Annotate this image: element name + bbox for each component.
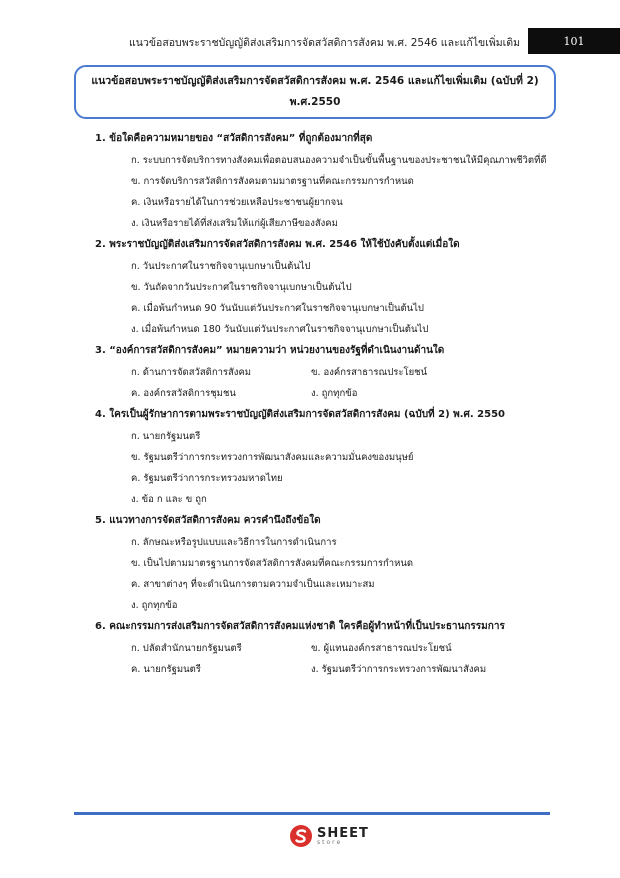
question-title: 3. “องค์การสวัสดิการสังคม” หมายความว่า หน่วยงานของรัฐที่ดำเนินงานด้านใด — [95, 345, 445, 356]
option-c: ค. นายกรัฐมนตรี — [131, 664, 201, 675]
question-5 — [95, 510, 555, 616]
option-d: ง. ข้อ ก และ ข ถูก — [131, 494, 207, 505]
header-title: แนวข้อสอบพระราชบัญญัติส่งเสริมการจัดสวัสดิการสังคม พ.ศ. 2546 และแก้ไขเพิ่มเติม — [129, 37, 520, 49]
option-c: ค. รัฐมนตรีว่าการกระทรวงมหาดไทย — [131, 473, 283, 484]
page-number-box — [528, 28, 620, 54]
option-c: ค. องค์กรสวัสดิการชุมชน — [131, 388, 236, 399]
footer-divider — [74, 812, 550, 815]
option-b: ข. ผู้แทนองค์กรสาธารณประโยชน์ — [311, 643, 452, 654]
option-a: ก. ด้านการจัดสวัสดิการสังคม — [131, 367, 252, 378]
option-b: ข. วันถัดจากวันประกาศในราชกิจจานุเบกษาเป็นต้นไป — [131, 282, 352, 293]
option-a: ก. ลักษณะหรือรูปแบบและวิธีการในการดำเนินการ — [131, 537, 337, 548]
question-3 — [95, 340, 555, 404]
option-row — [95, 638, 555, 659]
question-title: 1. ข้อใดคือความหมายของ “สวัสดิการสังคม” ที่ถูกต้องมากที่สุด — [95, 133, 373, 144]
question-2 — [95, 234, 555, 340]
question-title: 5. แนวทางการจัดสวัสดิการสังคม ควรคำนึงถึงข้อใด — [95, 515, 321, 526]
question-title: 6. คณะกรรมการส่งเสริมการจัดสวัสดิการสังคมแห่งชาติ ใครคือผู้ทำหน้าที่เป็นประธานกรรมการ — [95, 621, 505, 632]
question-title: 4. ใครเป็นผู้รักษาการตามพระราชบัญญัติส่งเสริมการจัดสวัสดิการสังคม (ฉบับที่ 2) พ.ศ. 2550 — [95, 409, 505, 420]
sheet-store-logo — [289, 824, 369, 848]
option-c: ค. เมื่อพ้นกำหนด 90 วันนับแต่วันประกาศในราชกิจจานุเบกษาเป็นต้นไป — [131, 303, 424, 314]
option-a: ก. วันประกาศในราชกิจจานุเบกษาเป็นต้นไป — [131, 261, 311, 272]
question-4 — [95, 404, 555, 510]
page-header — [0, 28, 620, 54]
option-c: ค. เงินหรือรายได้ในการช่วยเหลือประชาชนผู้ยากจน — [131, 197, 343, 208]
option-row — [95, 383, 555, 404]
question-title: 2. พระราชบัญญัติส่งเสริมการจัดสวัสดิการสังคม พ.ศ. 2546 ให้ใช้บังคับตั้งแต่เมื่อใด — [95, 239, 460, 250]
option-b: ข. การจัดบริการสวัสดิการสังคมตามมาตรฐานที่คณะกรรมการกำหนด — [131, 176, 414, 187]
exam-title-line-2: พ.ศ.2550 — [289, 96, 341, 108]
option-row — [95, 362, 555, 383]
page-number: 101 — [563, 34, 585, 48]
logo-text: SHEET — [317, 825, 369, 841]
exam-title-box — [74, 65, 556, 119]
option-d: ง. เมื่อพ้นกำหนด 180 วันนับแต่วันประกาศในราชกิจจานุเบกษาเป็นต้นไป — [131, 324, 429, 335]
option-c: ค. สาขาต่างๆ ที่จะดำเนินการตามความจำเป็นและเหมาะสม — [131, 579, 375, 590]
option-row — [95, 659, 555, 680]
question-list — [95, 128, 555, 680]
logo-subtext: store — [317, 838, 343, 846]
sheet-logo-icon — [289, 824, 313, 848]
question-1 — [95, 128, 555, 234]
option-b: ข. องค์กรสาธารณประโยชน์ — [311, 367, 428, 378]
option-a: ก. นายกรัฐมนตรี — [131, 431, 201, 442]
option-d: ง. รัฐมนตรีว่าการกระทรวงการพัฒนาสังคม — [311, 664, 487, 675]
option-a: ก. ระบบการจัดบริการทางสังคมเพื่อตอบสนองความจำเป็นขั้นพื้นฐานของประชาชนให้มีคุณภาพชีวิตที่ดี — [131, 155, 547, 166]
option-d: ง. ถูกทุกข้อ — [311, 388, 358, 399]
question-6 — [95, 616, 555, 680]
option-d: ง. ถูกทุกข้อ — [131, 600, 178, 611]
option-b: ข. เป็นไปตามมาตรฐานการจัดสวัสดิการสังคมที่คณะกรรมการกำหนด — [131, 558, 414, 569]
exam-title-line-1: แนวข้อสอบพระราชบัญญัติส่งเสริมการจัดสวัสดิการสังคม พ.ศ. 2546 และแก้ไขเพิ่มเติม (ฉบับที่ 2) — [91, 75, 539, 87]
option-d: ง. เงินหรือรายได้ที่ส่งเสริมให้แก่ผู้เสียภาษีของสังคม — [131, 218, 338, 229]
option-a: ก. ปลัดสำนักนายกรัฐมนตรี — [131, 643, 242, 654]
option-b: ข. รัฐมนตรีว่าการกระทรวงการพัฒนาสังคมและความมั่นคงของมนุษย์ — [131, 452, 414, 463]
